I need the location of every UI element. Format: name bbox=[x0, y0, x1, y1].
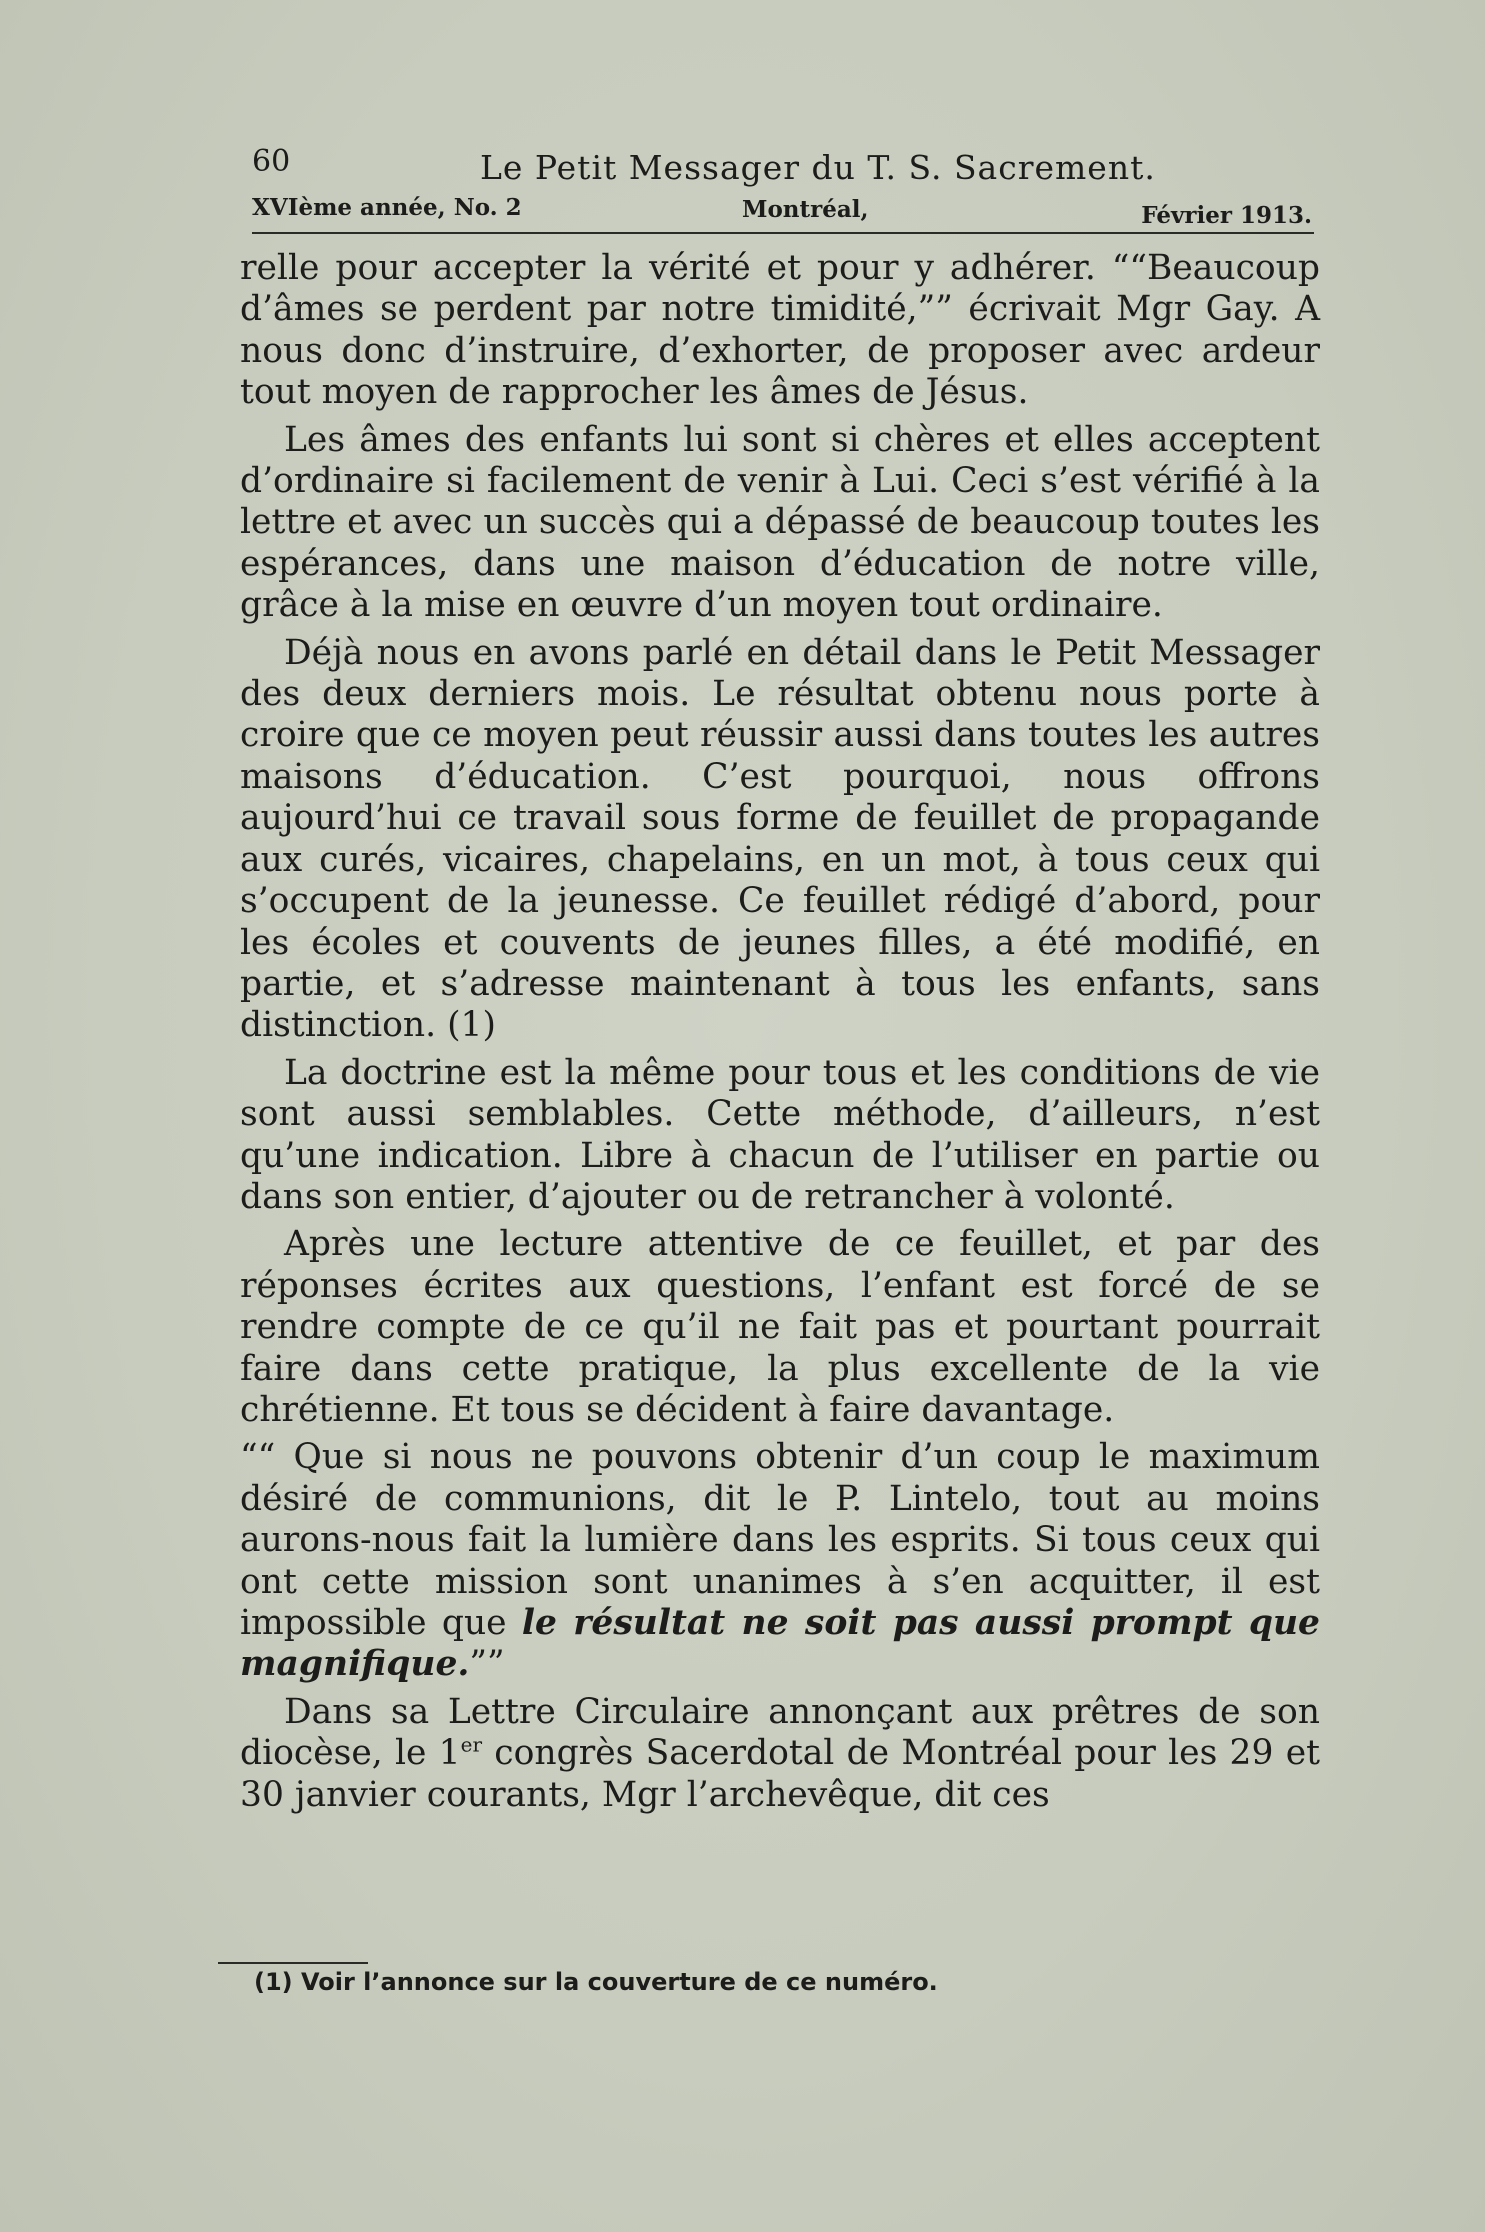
paragraph-5: Après une lecture attentive de ce feuillet, et par des réponses écrites aux questions, l’enfant est forcé de se rendre compte de ce qu’il ne fait pas et pourtant pourrait faire dans cette pratique, la plus excellente de la vie chrétienne. Et tous se décident à faire davantage. bbox=[240, 1224, 1320, 1430]
journal-title: Le Petit Messager du T. S. Sacrement. bbox=[480, 148, 1156, 187]
paragraph-1: relle pour accepter la vérité et pour y adhérer. ““Beaucoup d’âmes se perdent par notre timidité,”” écrivait Mgr Gay. A nous donc d’instruire, d’exhorter, de proposer avec ardeur tout moyen de rapprocher les âmes de Jésus. bbox=[240, 248, 1320, 413]
paragraph-4: La doctrine est la même pour tous et les conditions de vie sont aussi semblables. Cette méthode, d’ailleurs, n’est qu’une indication. Libre à chacun de l’utiliser en partie ou dans son entier, d’ajouter ou de retrancher à volonté. bbox=[240, 1052, 1320, 1217]
footnote-rule bbox=[218, 1962, 368, 1964]
page-header bbox=[252, 140, 1312, 228]
footnote: (1) Voir l’annonce sur la couverture de ce numéro. bbox=[254, 1968, 938, 1996]
page-number: 60 bbox=[252, 144, 291, 179]
italic-quote: le résultat ne soit pas aussi prompt que magnifique. bbox=[240, 1603, 1320, 1685]
paragraph-7 bbox=[240, 1692, 1320, 1816]
paragraph-3: Déjà nous en avons parlé en détail dans le Petit Messager des deux derniers mois. Le résultat obtenu nous porte à croire que ce moyen peut réussir aussi dans toutes les autres maisons d’éducation. C’est pourquoi, nous offrons aujourd’hui ce travail sous forme de feuillet de propagande aux curés, vicaires, chapelains, en un mot, à tous ceux qui s’occupent de la jeunesse. Ce feuillet rédigé d’abord, pour les écoles et couvents de jeunes filles, a été modifié, en partie, et s’adresse maintenant à tous les enfants, sans distinction. (1) bbox=[240, 632, 1320, 1046]
paragraph-2: Les âmes des enfants lui sont si chères et elles acceptent d’ordinaire si facilement de venir à Lui. Ceci s’est vérifié à la lettre et avec un succès qui a dépassé de beaucoup toutes les espérances, dans une maison d’éducation de notre ville, grâce à la mise en œuvre d’un moyen tout ordinaire. bbox=[240, 419, 1320, 626]
ordinal-superscript: er bbox=[460, 1732, 483, 1757]
paragraph-6 bbox=[240, 1437, 1320, 1685]
quote-text: ““ Que si nous ne pouvons obtenir d’un coup le maximum désiré de communions, dit le P. Lintelo, tout au moins aurons-nous fait la lumière dans les esprits. Si tous ceux qui ont cette mission sont unanimes à s’en acquitter, il est impossible que bbox=[240, 1437, 1320, 1643]
issue-label: XVIème année, No. 2 bbox=[252, 194, 522, 221]
header-rule bbox=[252, 232, 1314, 234]
date-label: Février 1913. bbox=[1141, 202, 1312, 229]
place-label: Montréal, bbox=[742, 196, 869, 223]
paragraph-7-end: congrès Sacerdotal de Montréal pour les 29 et 30 janvier courants, Mgr l’archevêque, dit ces bbox=[240, 1733, 1320, 1815]
paragraph-7-start: Dans sa Lettre Circulaire annonçant aux prêtres de son diocèse, le 1 bbox=[240, 1691, 1320, 1774]
body-text bbox=[240, 248, 1320, 1822]
quote-close: ”” bbox=[469, 1644, 505, 1685]
